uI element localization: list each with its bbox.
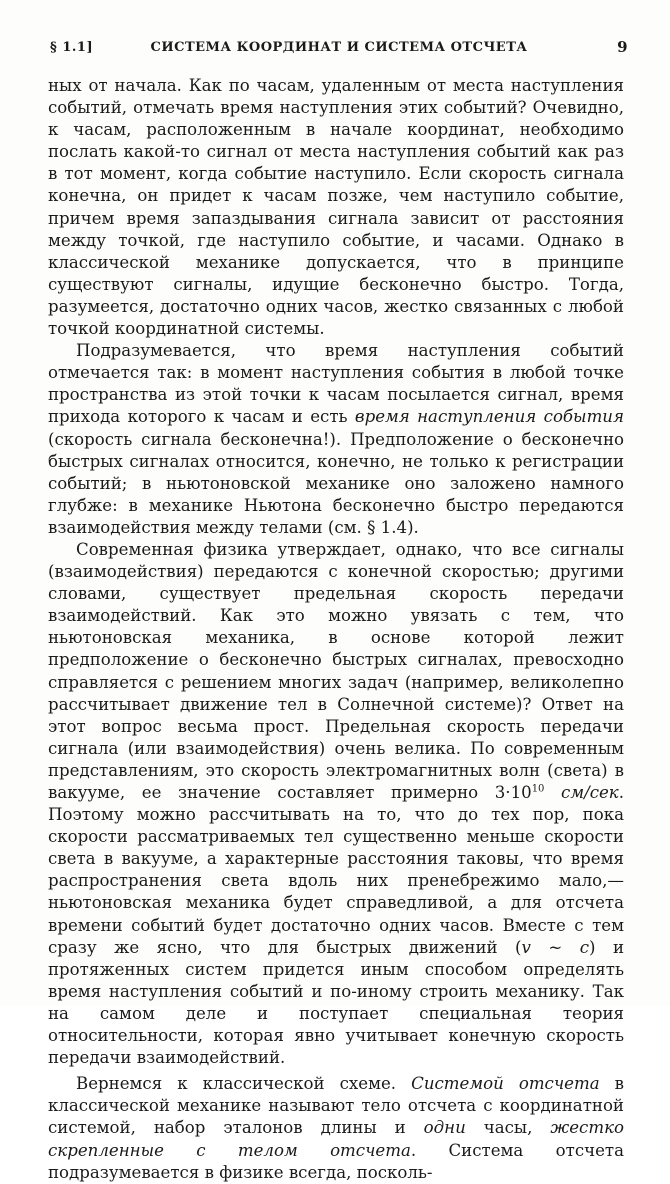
- text-segment: . Система отсчета подразумевается в физике всегда, посколь-: [48, 1140, 624, 1182]
- text-segment: ных от начала. Как по часам, удаленным от места наступления событий, отмечать время наступления этих событий? Очевидно, к часам, расположенным в начале координат, необходимо послать какой-то сигнал от места наступления событий как раз в тот момент, когда событие наступило. Если скорость сигнала конечна, он придет к часам позже, чем наступило событие, причем время запаздывания сигнала зависит от расстояния между точкой, где наступило событие, и часами. Однако в классической механике допускается, что в принципе существуют сигналы, идущие бесконечно быстро. Тогда, разумеется, достаточно одних часов, жестко связанных с любой точкой координатной системы.: [48, 76, 624, 339]
- text-segment: ~: [530, 937, 580, 957]
- section-reference: § 1.1]: [50, 40, 94, 55]
- emphasized-text: c: [579, 937, 590, 957]
- emphasized-text: одни: [423, 1118, 466, 1138]
- chapter-title: СИСТЕМА КООРДИНАТ И СИСТЕМА ОТСЧЕТА: [150, 40, 528, 55]
- text-segment: ) и протяженных систем придется иным способом определять время наступления событий и по-иному строить механику. Так на самом деле и поступает специальная теория относительности, которая явно учитывает конечную скорость передачи взаимодействий.: [48, 937, 624, 1068]
- text-segment: . Поэтому можно рассчитывать на то, что до тех пор, пока скорости рассматриваемых тел существенно меньше скорости света в вакууме, а характерные расстояния таковы, что время распространения света вдоль них пренебрежимо мало,— ньютоновская механика будет справедливой, а для отсчета времени событий будет достаточно одних часов. Вместе с тем сразу же ясно, что для быстрых движений (: [48, 783, 624, 957]
- paragraph: [48, 75, 624, 340]
- text-segment: в классической механике называют тело отсчета с координатной системой, набор эталонов длины и: [48, 1074, 624, 1138]
- text-segment: [544, 783, 561, 802]
- paragraph: [48, 1073, 624, 1183]
- emphasized-text: жестко скрепленные с телом отсчета: [48, 1118, 624, 1160]
- body-text: [48, 75, 624, 1184]
- text-segment: (скорость сигнала бесконечна!). Предположение о бесконечно быстрых сигналах относится, конечно, не только к регистрации событий; в ньютоновской механике оно заложено намного глубже: в механике Ньютона бесконечно быстро передаются взаимодействия между телами (см. § 1.4).: [48, 429, 624, 537]
- text-segment: Современная физика утверждает, однако, что все сигналы (взаимодействия) передаются с конечной скоростью; другими словами, существует предельная скорость передачи взаимодействий. Как это можно увязать с тем, что ньютоновская механика, в основе которой лежит предположение о бесконечно быстрых сигналах, превосходно справляется с решением многих задач (например, великолепно рассчитывает движение тел в Солнечной системе)? Ответ на этот вопрос весьма прост. Предельная скорость передачи сигнала (или взаимодействия) очень велика. По современным представлениям, это скорость электромагнитных волн (света) в вакууме, ее значение составляет примерно 3·10: [48, 539, 624, 802]
- text-segment: Вернемся к классической схеме.: [76, 1074, 412, 1094]
- paragraph: [48, 539, 624, 1069]
- emphasized-text: см/сек: [561, 783, 619, 802]
- text-segment: часы,: [465, 1118, 551, 1138]
- page-number: 9: [617, 38, 628, 56]
- running-head: [50, 40, 628, 60]
- emphasized-text: v: [521, 937, 531, 957]
- superscript-exponent: 10: [531, 783, 545, 795]
- text-segment: Подразумевается, что время наступления событий отмечается так: в момент наступления события в любой точке пространства из этой точки к часам посылается сигнал, время прихода которого к часам и есть: [48, 341, 624, 427]
- emphasized-text: время наступления события: [354, 407, 624, 427]
- emphasized-text: Системой отсчета: [411, 1074, 600, 1094]
- paragraph: [48, 340, 624, 539]
